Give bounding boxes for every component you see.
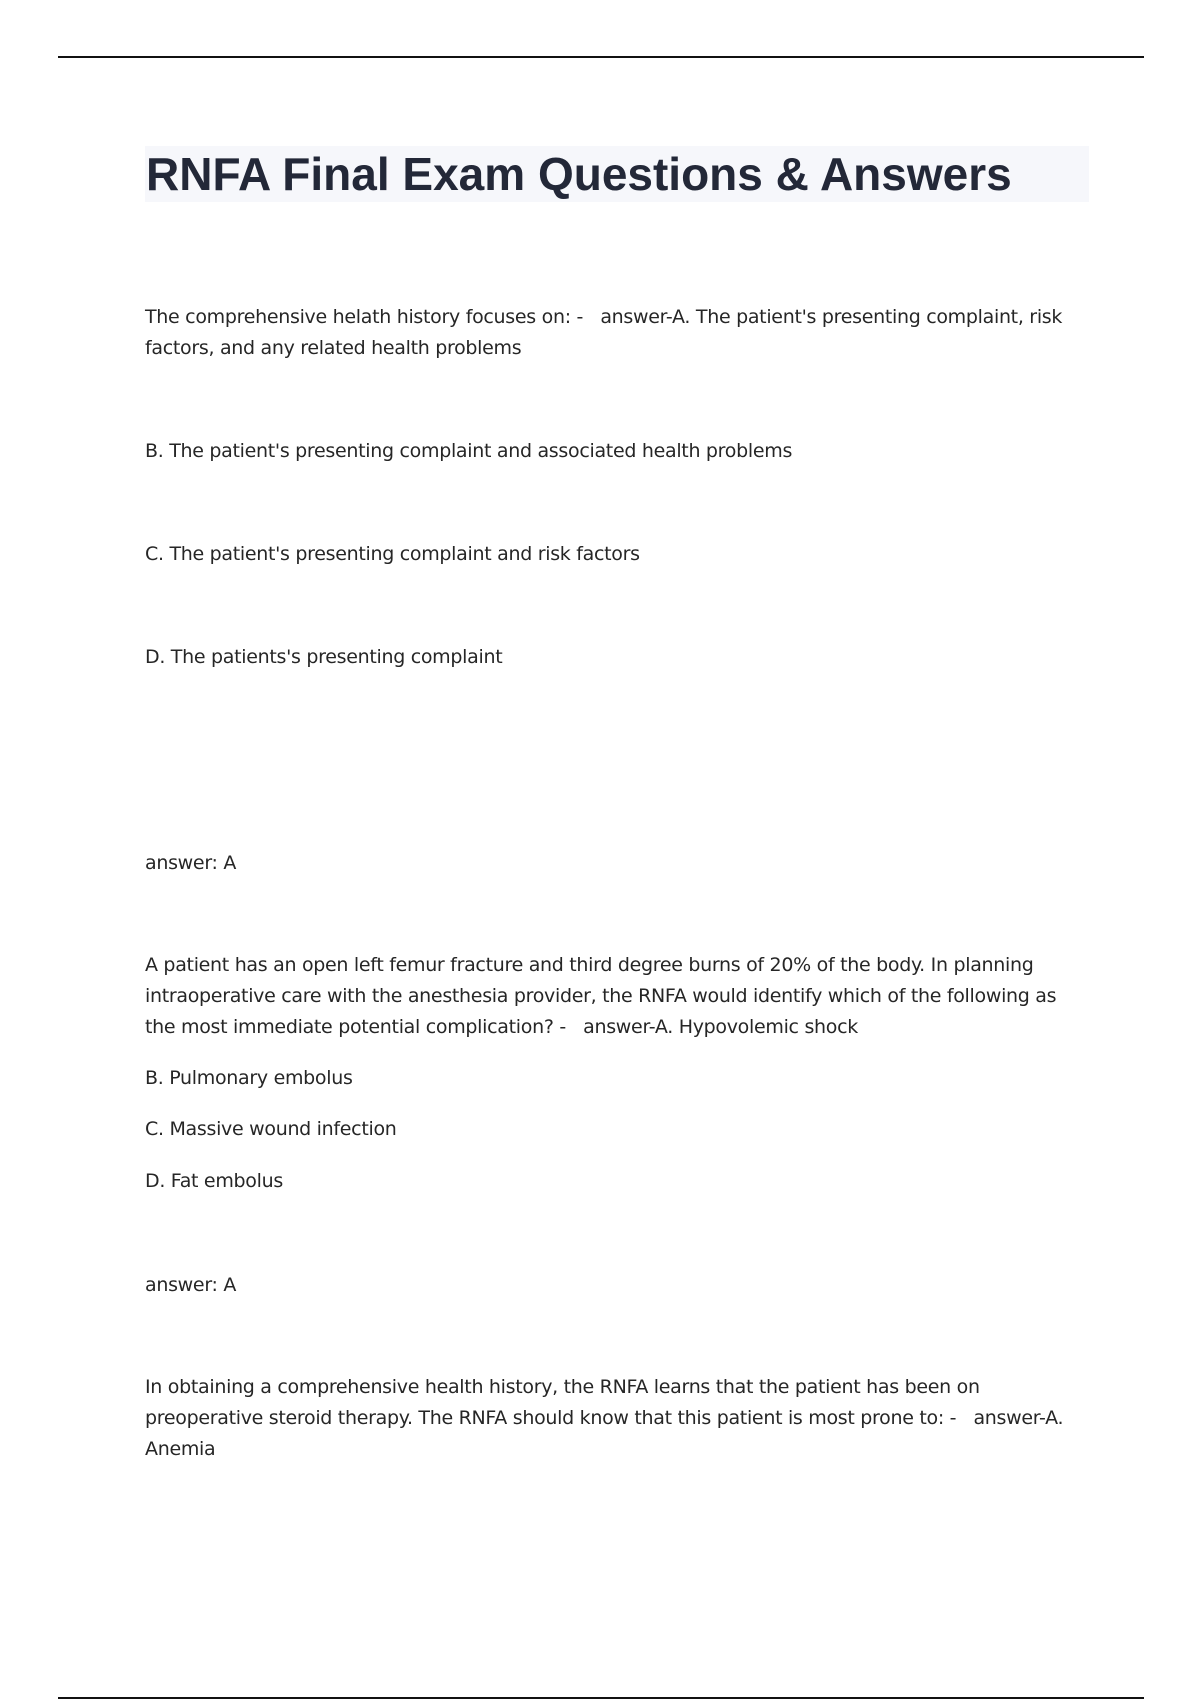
bottom-rule [58, 1697, 1144, 1699]
question-3-text: In obtaining a comprehensive health history, the RNFA learns that the patient has been on preoperative steroid therapy. The RNFA should know that this patient is most prone to: - [145, 1376, 980, 1429]
question-1-option-c: C. The patient's presenting complaint and risk factors [145, 543, 640, 565]
question-1-answer-key: answer: A [145, 852, 237, 874]
question-2-option-c: C. Massive wound infection [145, 1118, 397, 1140]
question-1-text: The comprehensive helath history focuses on: - [145, 306, 584, 328]
page-title: RNFA Final Exam Questions & Answers [146, 148, 1012, 200]
question-1-option-d: D. The patients's presenting complaint [145, 646, 503, 668]
question-1-answer: answer-A. The patient's presenting complaint, risk factors, and any related health problems [145, 306, 1063, 359]
question-2 [145, 950, 1085, 1043]
question-1 [145, 302, 1085, 364]
question-1-option-b: B. The patient's presenting complaint and associated health problems [145, 440, 793, 462]
question-2-option-b: B. Pulmonary embolus [145, 1067, 353, 1089]
question-3 [145, 1372, 1085, 1465]
question-2-option-d: D. Fat embolus [145, 1170, 283, 1192]
question-2-answer-key: answer: A [145, 1274, 237, 1296]
question-2-text: A patient has an open left femur fracture and third degree burns of 20% of the body. In planning intraoperative care with the anesthesia provider, the RNFA would identify which of the following as the most immediate potential complication? - [145, 954, 1057, 1038]
top-rule [58, 56, 1144, 58]
question-2-answer: answer-A. Hypovolemic shock [583, 1016, 858, 1038]
question-3-answer: answer-A. Anemia [145, 1407, 1064, 1460]
